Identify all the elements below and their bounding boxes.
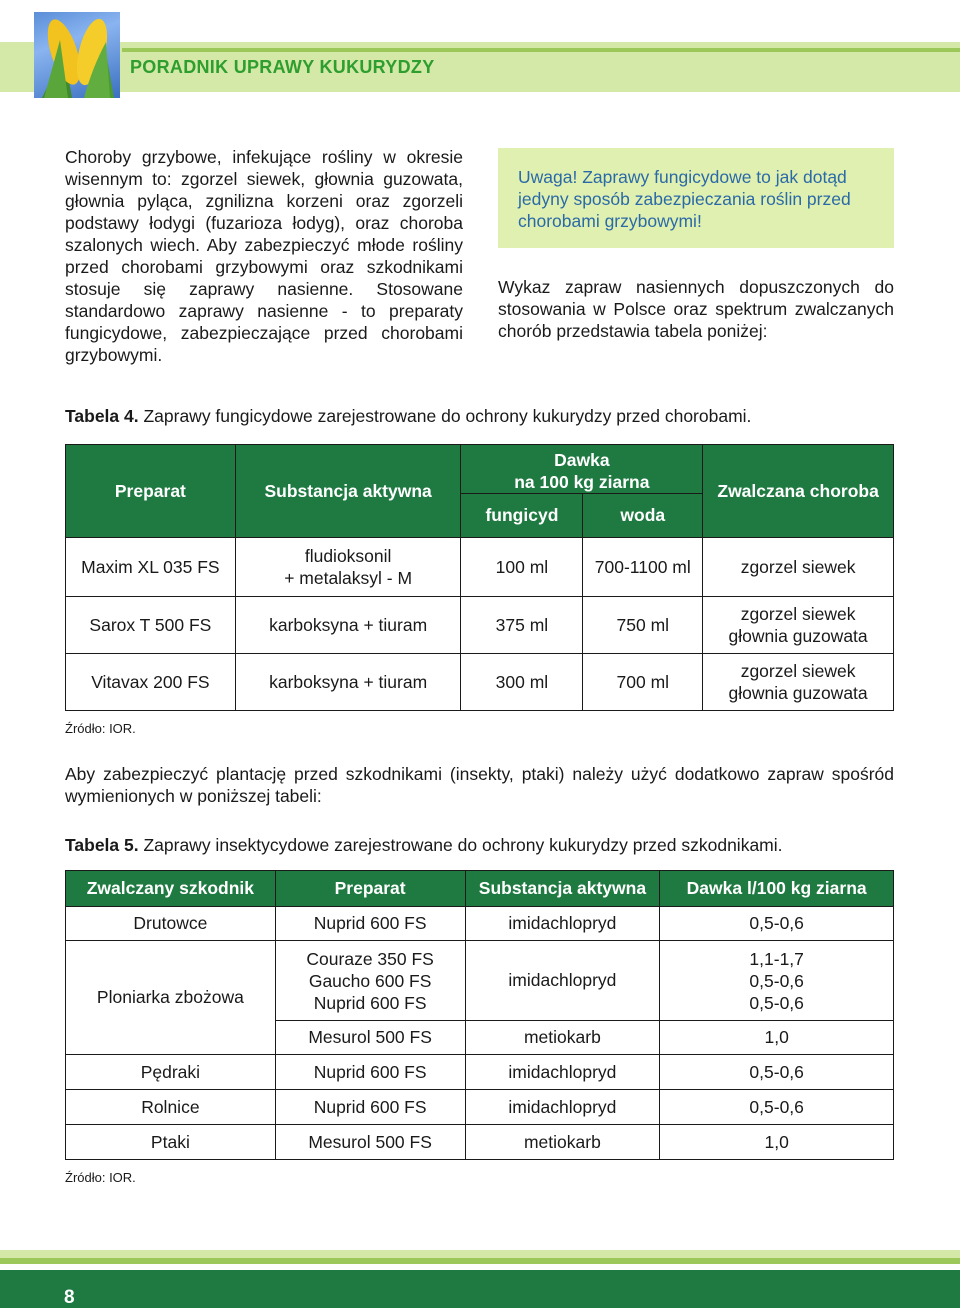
table5-header-dawka: Dawka l/100 kg ziarna [660,871,894,907]
table5-cell: 0,5-0,6 [660,1090,894,1125]
table5-cell: Mesurol 500 FS [275,1021,465,1055]
table4-cell: Vitavax 200 FS [66,654,236,711]
table-row [66,1125,894,1160]
table5-cell: imidachlopryd [465,941,660,1021]
table5-cell: Nuprid 600 FS [275,1055,465,1090]
table4-cell: 100 ml [461,538,583,597]
table-row [66,597,894,654]
warning-text: Uwaga! Zaprawy fungicydowe to jak dotąd jedyny sposób zabezpieczania roślin przed chorobami grzybowymi! [518,167,851,231]
table5-header-substancja: Substancja aktywna [465,871,660,907]
table5-cell: metiokarb [465,1021,660,1055]
list-intro-paragraph: Wykaz zapraw nasiennych dopuszczonych do stosowania w Polsce oraz spektrum zwalczanych chorób przedstawia tabela poniżej: [498,277,894,341]
table-row [66,941,894,1021]
header-stripe [122,48,960,52]
table5-cell: Mesurol 500 FS [275,1125,465,1160]
table4-caption-text: Zaprawy fungicydowe zarejestrowane do ochrony kukurydzy przed chorobami. [138,406,752,426]
table5-cell: 0,5-0,6 [660,1055,894,1090]
footer-band [0,1250,960,1258]
pest-intro-paragraph: Aby zabezpieczyć plantację przed szkodnikami (insekty, ptaki) należy użyć dodatkowo zapraw spośród wymienionych w poniższej tabeli: [65,764,894,806]
table4-cell: zgorzel siewek głownia guzowata [703,654,894,711]
table4-cell: zgorzel siewek głownia guzowata [703,597,894,654]
warning-box [498,148,894,248]
table4-header-substancja: Substancja aktywna [235,445,461,538]
table5-cell: Ploniarka zbożowa [66,941,276,1055]
table5-cell: Nuprid 600 FS [275,1090,465,1125]
table4-cell: 700 ml [583,654,703,711]
page-number: 8 [64,1287,75,1308]
table4-source: Źródło: IOR. [65,721,136,736]
table5-caption-label: Tabela 5. [65,835,139,855]
table5-cell: Couraze 350 FS Gaucho 600 FS Nuprid 600 FS [275,941,465,1021]
footer-stripe [0,1258,960,1264]
table5-cell: 0,5-0,6 [660,907,894,941]
page-header-title: PORADNIK UPRAWY KUKURYDZY [130,57,435,77]
table4-caption [65,406,751,427]
corn-logo-image [34,12,120,98]
table-row [66,907,894,941]
table4-cell: Sarox T 500 FS [66,597,236,654]
table5-cell: Drutowce [66,907,276,941]
table5-cell: Ptaki [66,1125,276,1160]
table4-cell: 750 ml [583,597,703,654]
table4-header-choroba: Zwalczana choroba [703,445,894,538]
table4-cell: Maxim XL 035 FS [66,538,236,597]
table5-cell: Nuprid 600 FS [275,907,465,941]
table4-header-woda: woda [583,494,703,538]
table5-caption [65,835,783,856]
table5-header-preparat: Preparat [275,871,465,907]
table4-cell: zgorzel siewek [703,538,894,597]
table5-header-szkodnik: Zwalczany szkodnik [66,871,276,907]
table-row [66,1055,894,1090]
table4-header-dawka: Dawka na 100 kg ziarna [461,445,703,494]
table4-cell: karboksyna + tiuram [235,597,461,654]
intro-paragraph: Choroby grzybowe, infekujące rośliny w okresie wisennym to: zgorzel siewek, głownia guzowata, głownia pyląca, zgnilizna korzeni oraz zgorzeli podstawy łodygi (fuzarioza łodyg), oraz choroba szalonych wiech. Aby zabezpieczyć młode rośliny przed chorobami grzybowymi oraz szkodnikami stosuje się zaprawy nasienne. Stosowane standardowo zaprawy nasienne - to preparaty fungicydowe, zabezpieczające przed chorobami grzybowymi. [65,147,463,365]
table5-cell: imidachlopryd [465,907,660,941]
table4-header-fungicyd: fungicyd [461,494,583,538]
table5-cell: 1,0 [660,1125,894,1160]
table-row [66,654,894,711]
table4-cell: 300 ml [461,654,583,711]
fungicide-table [65,444,894,711]
table4-caption-label: Tabela 4. [65,406,139,426]
table4-cell: 375 ml [461,597,583,654]
table4-cell: karboksyna + tiuram [235,654,461,711]
table5-cell: Rolnice [66,1090,276,1125]
footer [0,1270,960,1308]
table4-cell: 700-1100 ml [583,538,703,597]
insecticide-table [65,870,894,1160]
table4-header-preparat: Preparat [66,445,236,538]
table5-caption-text: Zaprawy insektycydowe zarejestrowane do ochrony kukurydzy przed szkodnikami. [138,835,783,855]
table5-source: Źródło: IOR. [65,1170,136,1185]
table4-cell: fludioksonil + metalaksyl - M [235,538,461,597]
table5-cell: 1,1-1,7 0,5-0,6 0,5-0,6 [660,941,894,1021]
table-row [66,1090,894,1125]
table5-cell: imidachlopryd [465,1055,660,1090]
table-row [66,538,894,597]
table5-cell: Pędraki [66,1055,276,1090]
table5-cell: metiokarb [465,1125,660,1160]
table5-cell: imidachlopryd [465,1090,660,1125]
table5-cell: 1,0 [660,1021,894,1055]
